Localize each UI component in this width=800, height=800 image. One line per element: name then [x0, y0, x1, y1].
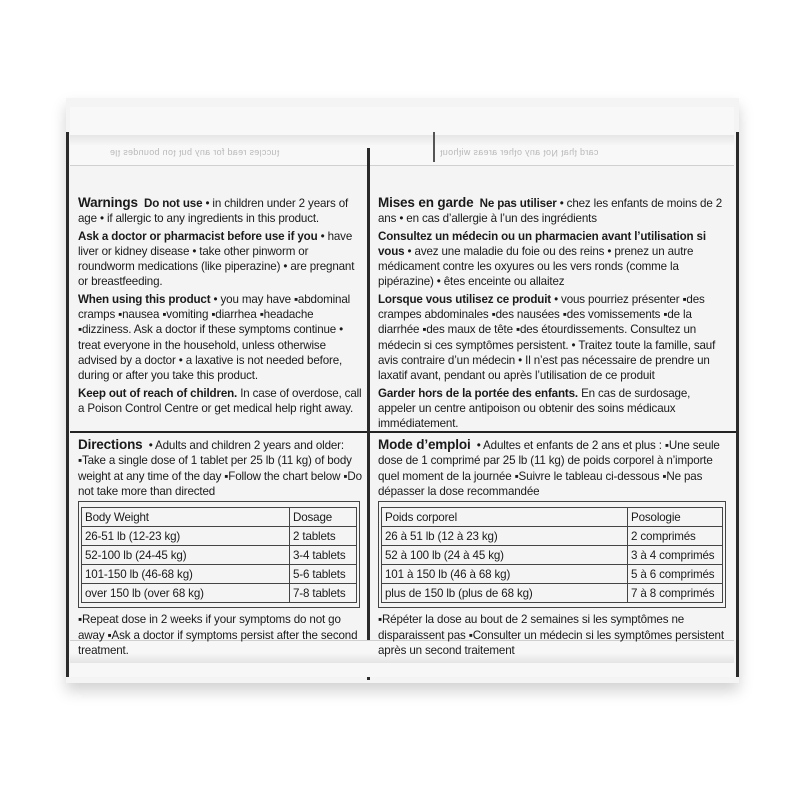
warnings-en-section — [78, 195, 362, 418]
table-header-row — [382, 508, 723, 527]
consultez-text: • avez une maladie du foie ou des reins • prenez un autre médicament contre les oxyures ou les vers ronds (comme la pipérazine) • êtes enceinte ou allaitez — [378, 244, 694, 289]
table-row — [82, 546, 357, 565]
mode-emploi-heading: Mode d’emploi — [378, 437, 471, 452]
table-row — [382, 546, 723, 565]
table-cell: 26 à 51 lb (12 à 23 kg) — [382, 527, 628, 546]
directions-fr-section — [378, 437, 728, 660]
directions-intro: • Adults and children 2 years and older: ▪Take a single dose of 1 tablet per 25 lb (11 kg) of body weight at any time of the day ▪Follow the chart below ▪Do not take more than directed — [78, 439, 362, 498]
mode-emploi-after: ▪Répéter la dose au bout de 2 semaines si les symptômes ne disparaissent pas ▪Consulter un médecin si les symptômes persistent après un second traitement — [378, 613, 724, 658]
table-cell: 5 à 6 comprimés — [628, 565, 723, 584]
table-cell: 3-4 tablets — [290, 546, 357, 565]
mode-emploi-intro: • Adultes et enfants de 2 ans et plus : ▪Une seule dose de 1 comprimé par 25 lb (11 kg) de poids corporel à n’importe quel moment de la journée ▪Suivre le tableau ci-dessous ▪Ne pas dépasser la dose recommandée — [378, 439, 720, 498]
warnings-heading: Warnings — [78, 195, 138, 210]
ask-doctor-label: Ask a doctor or pharmacist before use if you — [78, 229, 318, 243]
dosage-table-fr — [381, 507, 723, 603]
table-cell: 52-100 lb (24-45 kg) — [82, 546, 290, 565]
table-row — [82, 565, 357, 584]
directions-after: ▪Repeat dose in 2 weeks if your symptoms do not go away ▪Ask a doctor if symptoms persist after the second treatment. — [78, 613, 358, 658]
column-header-dosage: Dosage — [290, 508, 357, 527]
garder-text: En cas de surdosage, appeler un centre antipoison ou obtenir des soins médicaux immédiatement. — [378, 386, 691, 431]
table-cell: 52 à 100 lb (24 à 45 kg) — [382, 546, 628, 565]
dosage-table-en-frame — [78, 501, 360, 608]
keep-out-label: Keep out of reach of children. — [78, 386, 238, 400]
table-cell: 26-51 lb (12-23 kg) — [82, 527, 290, 546]
table-cell: 3 à 4 comprimés — [628, 546, 723, 565]
mises-en-garde-heading: Mises en garde — [378, 195, 474, 210]
directions-heading: Directions — [78, 437, 143, 452]
lorsque-label: Lorsque vous utilisez ce produit — [378, 292, 551, 306]
warnings-fr-section — [378, 195, 728, 433]
ask-doctor-text: • have liver or kidney disease • take other pinworm or roundworm medications (like piperazine) • are pregnant or breastfeeding. — [78, 229, 355, 289]
column-header-poids: Poids corporel — [382, 508, 628, 527]
table-cell: 5-6 tablets — [290, 565, 357, 584]
flap-notch — [433, 132, 435, 162]
divider-left — [70, 431, 367, 433]
dosage-table-en — [81, 507, 357, 603]
ne-pas-utiliser-label: Ne pas utiliser — [479, 197, 557, 210]
dosage-table-fr-frame — [378, 501, 726, 608]
right-edge-line — [736, 132, 739, 677]
table-row — [382, 565, 723, 584]
table-cell: over 150 lb (over 68 kg) — [82, 584, 290, 603]
column-header-posologie: Posologie — [628, 508, 723, 527]
table-cell: 7-8 tablets — [290, 584, 357, 603]
ne-pas-utiliser-text: • chez les enfants de moins de 2 ans • en cas d’allergie à l’un des ingrédients — [378, 197, 723, 226]
center-divider — [367, 148, 370, 680]
table-row — [82, 527, 357, 546]
table-cell: 7 à 8 comprimés — [628, 584, 723, 603]
bleed-through-text-left: ǝlʇ sǝpunoq uoʇ ʇnq ʎuɐ ɹoɟ pɐǝɹ sǝlɔɔnʇ — [110, 148, 280, 158]
table-cell: plus de 150 lb (plus de 68 kg) — [382, 584, 628, 603]
when-using-label: When using this product — [78, 292, 211, 306]
table-row — [82, 584, 357, 603]
table-cell: 2 tablets — [290, 527, 357, 546]
consultez-label: Consultez un médecin ou un pharmacien avant l’utilisation si vous — [378, 229, 706, 258]
table-cell: 101-150 lb (46-68 kg) — [82, 565, 290, 584]
table-cell: 101 à 150 lb (46 à 68 kg) — [382, 565, 628, 584]
table-cell: 2 comprimés — [628, 527, 723, 546]
when-using-text: • you may have ▪abdominal cramps ▪nausea ▪vomiting ▪diarrhea ▪headache ▪dizziness. Ask a doctor if these symptoms continue • treat everyone in the household, unless otherwise advised by a doctor • a laxative is not needed before, during or after you take this product. — [78, 292, 351, 383]
lorsque-text: • vous pourriez présenter ▪des crampes abdominales ▪des nausées ▪des vomissements ▪de la diarrhée ▪des maux de tête ▪des étourdissements. Consultez un médecin si ces symptômes persistent. • Traitez toute la famille, sauf avis contraire d’un médecin • Il n’est pas nécessaire de prendre un laxatif avant, pendant ou après l’utilisation de ce produit — [378, 292, 716, 383]
table-header-row — [82, 508, 357, 527]
do-not-use-text: • in children under 2 years of age • if allergic to any ingredients in this product. — [78, 197, 349, 226]
table-row — [382, 527, 723, 546]
left-edge-line — [66, 132, 69, 677]
keep-out-text: In case of overdose, call a Poison Control Centre or get medical help right away. — [78, 386, 362, 415]
do-not-use-label: Do not use — [143, 197, 203, 210]
directions-en-section — [78, 437, 362, 660]
table-row — [382, 584, 723, 603]
bleed-through-text-right: ʇnoɥʇᴉʍ sɐǝɹɐ ɹǝɥʇo ʎuɐ ʇoN ʇɐɥʇ pɹɐɔ — [440, 148, 599, 158]
column-header-body-weight: Body Weight — [82, 508, 290, 527]
garder-label: Garder hors de la portée des enfants. — [378, 386, 578, 400]
